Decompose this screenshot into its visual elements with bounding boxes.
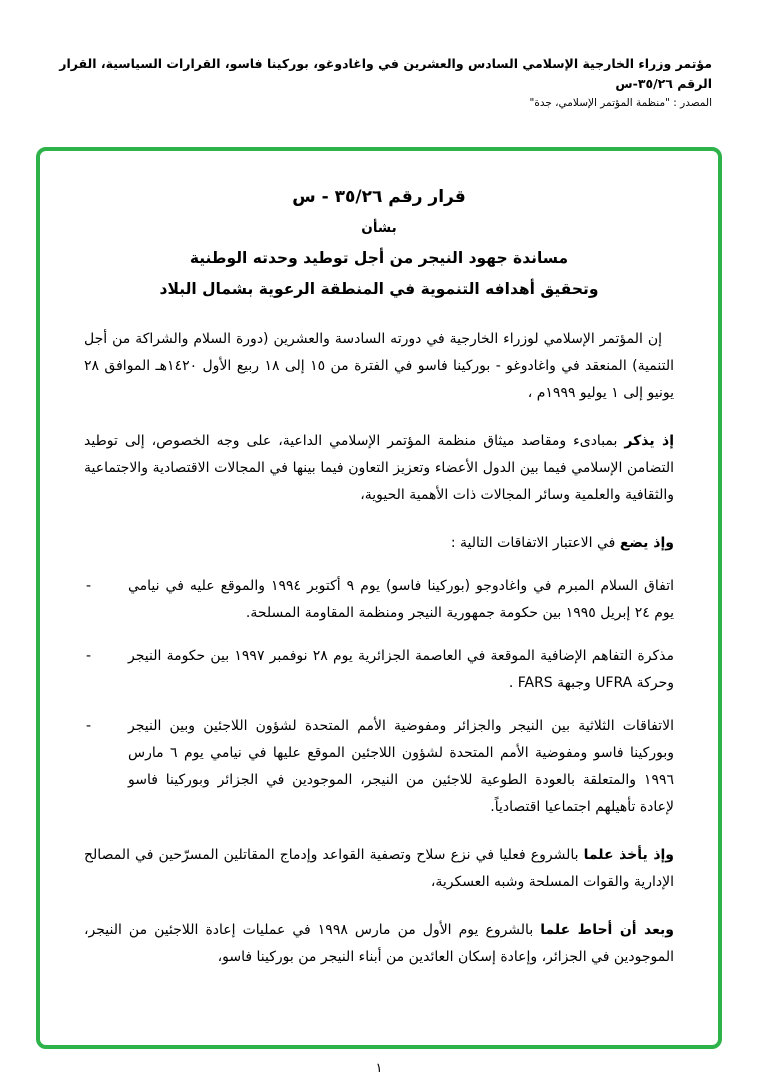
clause-lead: وبعد أن أحاط علما [540,922,674,938]
clause-text: في الاعتبار الاتفاقات التالية : [450,535,620,551]
clause-text: بالشروع فعليا في نزع سلاح وتصفية القواعد وإدماج المقاتلين المسرّحين في المصالح الإدارية والقوات المسلحة وشبه العسكرية، [84,847,674,890]
resolution-title-block [84,187,674,298]
preamble-paragraph: إن المؤتمر الإسلامي لوزراء الخارجية في دورته السادسة والعشرين (دورة السلام والشراكة من أجل التنمية) المنعقد في واغادوغو - بوركينا فاسو في الفترة من ١٥ إلى ١٨ ربيع الأول ١٤٢٠هـ الموافق ٢٨ يونيو إلى ١ يوليو ١٩٩٩م ، [84,331,674,401]
clause-paragraph-considering [84,530,674,557]
resolution-subject-line1: مساندة جهود النيجر من أجل توطيد وحدته الوطنية [189,249,569,267]
resolution-subject-line2: وتحقيق أهدافه التنموية في المنطقة الرعوية بشمال البلاد [159,280,599,298]
resolution-regarding: بشأن [361,220,397,236]
page-number: ١ [375,1061,383,1076]
clause-lead: إذ يذكر [624,433,674,449]
list-item-agreement-2 [84,643,674,697]
agreement-text: الاتفاقات الثلاثية بين النيجر والجزائر ومفوضية الأمم المتحدة لشؤون اللاجئين وبين النيجر وبوركينا فاسو ومفوضية الأمم المتحدة لشؤون اللاجئين الموقع عليها في نيامي يوم ٦ مارس ١٩٩٦ والمتعلقة بالعودة الطوعية للاجئين من النيجر، الموجودين في الجزائر وبوركينا فاسو لإعادة تأهيلهم اجتماعيا اقتصادياً. [128,718,674,815]
clause-text: بمبادىء ومقاصد ميثاق منظمة المؤتمر الإسلامي الداعية، على وجه الخصوص، إلى توطيد التضامن الإسلامي فيما بين الدول الأعضاء وتعزيز التعاون فيما بينها في المجالات الاقتصادية والاجتماعية والثقافية والعلمية وسائر المجالات ذات الأهمية الحيوية، [84,433,674,503]
clause-lead: وإذ يضع [619,535,674,551]
resolution-number: قرار رقم ٣٥/٢٦ - س [292,187,466,207]
list-item-agreement-3 [84,713,674,821]
header-title-line: مؤتمر وزراء الخارجية الإسلامي السادس والعشرين في واغادوغو، بوركينا فاسو، القرارات السياسية، القرار الرقم ٣٥/٢٦-س [59,56,712,91]
dash-marker: - [86,648,92,664]
dash-marker: - [86,718,92,734]
document-header [0,54,758,109]
clause-lead: وإذ يأخذ علما [583,847,674,863]
list-item-agreement-1 [84,573,674,627]
resolution-frame [36,147,722,1049]
header-source-line: المصدر : "منظمة المؤتمر الإسلامي، جدة" [529,97,712,109]
agreements-list [84,573,674,821]
clause-paragraph-taking-note [84,842,674,896]
agreement-text: اتفاق السلام المبرم في واغادوجو (بوركينا فاسو) يوم ٩ أكتوبر ١٩٩٤ والموقع عليه في نيامي يوم ٢٤ إبريل ١٩٩٥ بين حكومة جمهورية النيجر ومنظمة المقاومة المسلحة. [128,578,674,621]
clause-paragraph-recalling [84,428,674,509]
clause-text: بالشروع يوم الأول من مارس ١٩٩٨ في عمليات إعادة اللاجئين من النيجر، الموجودين في الجزائر، وإعادة إسكان العائدين من أبناء النيجر من بوركينا فاسو، [84,922,674,965]
clause-paragraph-having-noted [84,917,674,971]
agreement-text: مذكرة التفاهم الإضافية الموقعة في العاصمة الجزائرية يوم ٢٨ نوفمبر ١٩٩٧ بين حكومة النيجر وحركة UFRA وجبهة FARS . [128,648,674,691]
dash-marker: - [86,578,92,594]
